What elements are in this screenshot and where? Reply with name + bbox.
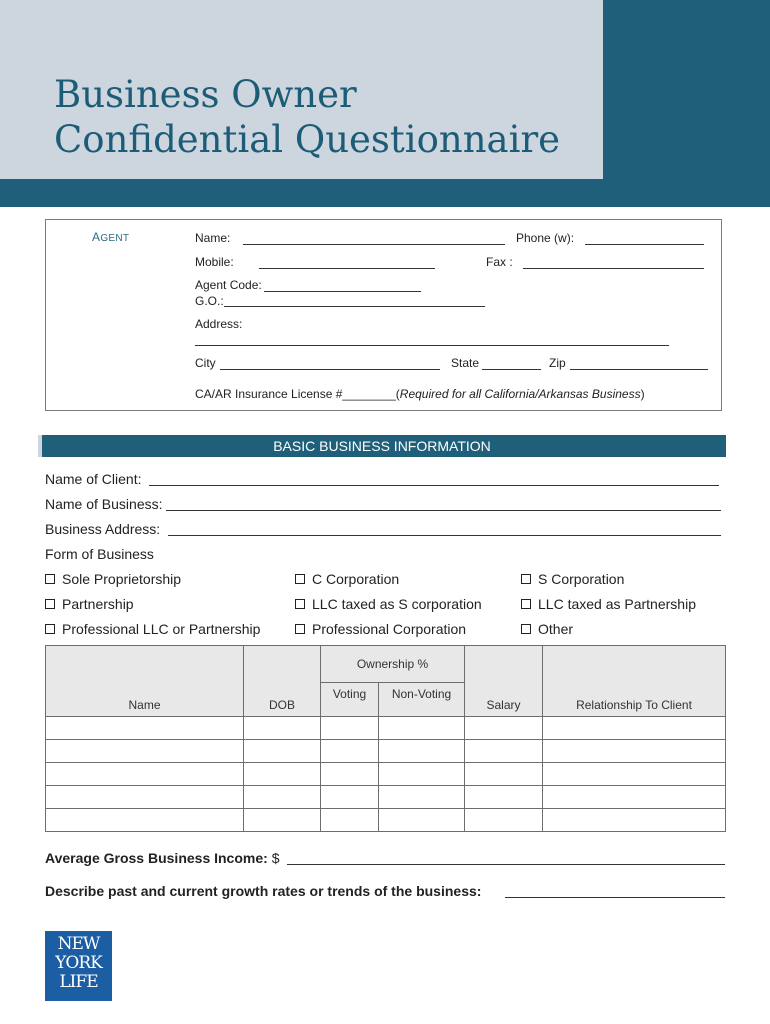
checkbox[interactable] xyxy=(521,599,531,609)
table-cell[interactable] xyxy=(46,740,244,763)
option-professional-corporation[interactable]: Professional Corporation xyxy=(295,621,466,637)
table-cell[interactable] xyxy=(244,809,321,832)
agent-address-field[interactable] xyxy=(195,345,669,346)
checkbox[interactable] xyxy=(295,574,305,584)
dollar-sign: $ xyxy=(271,850,280,866)
name-of-business-label: Name of Business: xyxy=(45,496,163,512)
checkbox[interactable] xyxy=(521,574,531,584)
form-of-business-label: Form of Business xyxy=(45,546,154,562)
agent-city-label: City xyxy=(195,356,216,370)
license-note: Required for all California/Arkansas Business xyxy=(399,387,641,401)
license-line xyxy=(195,387,645,401)
agent-mobile-label: Mobile: xyxy=(195,255,234,269)
logo-line-1: NEW xyxy=(57,934,100,954)
gross-income-question xyxy=(45,850,279,866)
table-cell[interactable] xyxy=(244,717,321,740)
table-cell[interactable] xyxy=(321,786,379,809)
table-cell[interactable] xyxy=(321,763,379,786)
agent-go-label: G.O.: xyxy=(195,294,224,308)
name-of-client-field[interactable] xyxy=(149,485,719,486)
section-bar-accent xyxy=(38,435,42,457)
col-relationship-header: Relationship To Client xyxy=(543,646,726,717)
checkbox[interactable] xyxy=(45,574,55,584)
business-address-field[interactable] xyxy=(168,535,721,536)
name-of-client-label: Name of Client: xyxy=(45,471,142,487)
table-cell[interactable] xyxy=(46,809,244,832)
growth-rates-question: Describe past and current growth rates or trends of the business: xyxy=(45,883,482,899)
agent-name-label: Name: xyxy=(195,231,231,245)
agent-state-field[interactable] xyxy=(482,369,541,370)
table-cell[interactable] xyxy=(46,717,244,740)
table-row xyxy=(46,809,726,832)
table-row xyxy=(46,786,726,809)
agent-state-label: State xyxy=(451,356,480,370)
col-non-voting-header: Non-Voting xyxy=(379,683,465,717)
option-other[interactable]: Other xyxy=(521,621,573,637)
agent-go-field[interactable] xyxy=(224,306,485,307)
table-cell[interactable] xyxy=(244,786,321,809)
table-cell[interactable] xyxy=(543,809,726,832)
agent-name-field[interactable] xyxy=(243,244,505,245)
table-cell[interactable] xyxy=(465,786,543,809)
business-address-label: Business Address: xyxy=(45,521,161,537)
gross-income-field[interactable] xyxy=(287,864,725,865)
agent-phone-label: Phone (w): xyxy=(516,231,575,245)
table-cell[interactable] xyxy=(46,786,244,809)
table-row xyxy=(46,740,726,763)
table-cell[interactable] xyxy=(46,763,244,786)
table-cell[interactable] xyxy=(321,717,379,740)
table-cell[interactable] xyxy=(244,763,321,786)
option-s-corporation[interactable]: S Corporation xyxy=(521,571,624,587)
agent-zip-label: Zip xyxy=(549,356,566,370)
table-row xyxy=(46,763,726,786)
option-sole-proprietorship[interactable]: Sole Proprietorship xyxy=(45,571,181,587)
table-cell[interactable] xyxy=(379,717,465,740)
option-partnership[interactable]: Partnership xyxy=(45,596,134,612)
agent-info-box xyxy=(45,219,722,411)
license-close: ) xyxy=(640,387,645,401)
gross-income-label: Average Gross Business Income: xyxy=(45,850,268,866)
col-salary-header: Salary xyxy=(465,646,543,717)
table-cell[interactable] xyxy=(244,740,321,763)
agent-fax-label: Fax : xyxy=(486,255,513,269)
agent-fax-field[interactable] xyxy=(523,268,704,269)
title-line-2: Confidential Questionnaire xyxy=(54,118,561,161)
logo-line-3: LIFE xyxy=(59,972,98,992)
table-row xyxy=(46,717,726,740)
page-title xyxy=(54,72,560,162)
checkbox[interactable] xyxy=(45,599,55,609)
option-llc-taxed-as-partnership[interactable]: LLC taxed as Partnership xyxy=(521,596,696,612)
header-dark-band xyxy=(0,179,770,207)
table-cell[interactable] xyxy=(543,740,726,763)
growth-rates-field[interactable] xyxy=(505,897,725,898)
col-dob-header: DOB xyxy=(244,646,321,717)
agent-city-field[interactable] xyxy=(220,369,440,370)
table-cell[interactable] xyxy=(321,740,379,763)
table-cell[interactable] xyxy=(543,717,726,740)
new-york-life-logo xyxy=(45,931,112,1001)
table-cell[interactable] xyxy=(465,717,543,740)
checkbox[interactable] xyxy=(295,624,305,634)
table-cell[interactable] xyxy=(321,809,379,832)
table-cell[interactable] xyxy=(465,763,543,786)
table-cell[interactable] xyxy=(379,786,465,809)
col-voting-header: Voting xyxy=(321,683,379,717)
title-line-1: Business Owner xyxy=(54,73,357,116)
agent-mobile-field[interactable] xyxy=(259,268,435,269)
agent-code-field[interactable] xyxy=(264,291,421,292)
logo-line-2: YORK xyxy=(55,953,102,973)
agent-zip-field[interactable] xyxy=(570,369,708,370)
agent-phone-field[interactable] xyxy=(585,244,704,245)
agent-address-label: Address: xyxy=(195,317,243,331)
table-cell[interactable] xyxy=(379,809,465,832)
option-c-corporation[interactable]: C Corporation xyxy=(295,571,399,587)
option-professional-llc[interactable]: Professional LLC or Partnership xyxy=(45,621,260,637)
section-basic-business-info: BASIC BUSINESS INFORMATION xyxy=(38,435,726,457)
table-cell[interactable] xyxy=(465,809,543,832)
col-name-header: Name xyxy=(46,646,244,717)
table-cell[interactable] xyxy=(379,763,465,786)
table-cell[interactable] xyxy=(379,740,465,763)
ownership-percent-header: Ownership % xyxy=(321,646,465,683)
agent-section-label: AGENT xyxy=(92,230,130,244)
table-cell[interactable] xyxy=(543,763,726,786)
agent-code-label: Agent Code: xyxy=(195,278,262,292)
header-dark-block xyxy=(603,0,770,207)
table-cell[interactable] xyxy=(543,786,726,809)
checkbox[interactable] xyxy=(521,624,531,634)
license-label: CA/AR Insurance License #________( xyxy=(195,387,400,401)
name-of-business-field[interactable] xyxy=(166,510,721,511)
checkbox[interactable] xyxy=(295,599,305,609)
option-llc-taxed-as-s-corporation[interactable]: LLC taxed as S corporation xyxy=(295,596,482,612)
checkbox[interactable] xyxy=(45,624,55,634)
table-cell[interactable] xyxy=(465,740,543,763)
ownership-table xyxy=(45,645,726,832)
